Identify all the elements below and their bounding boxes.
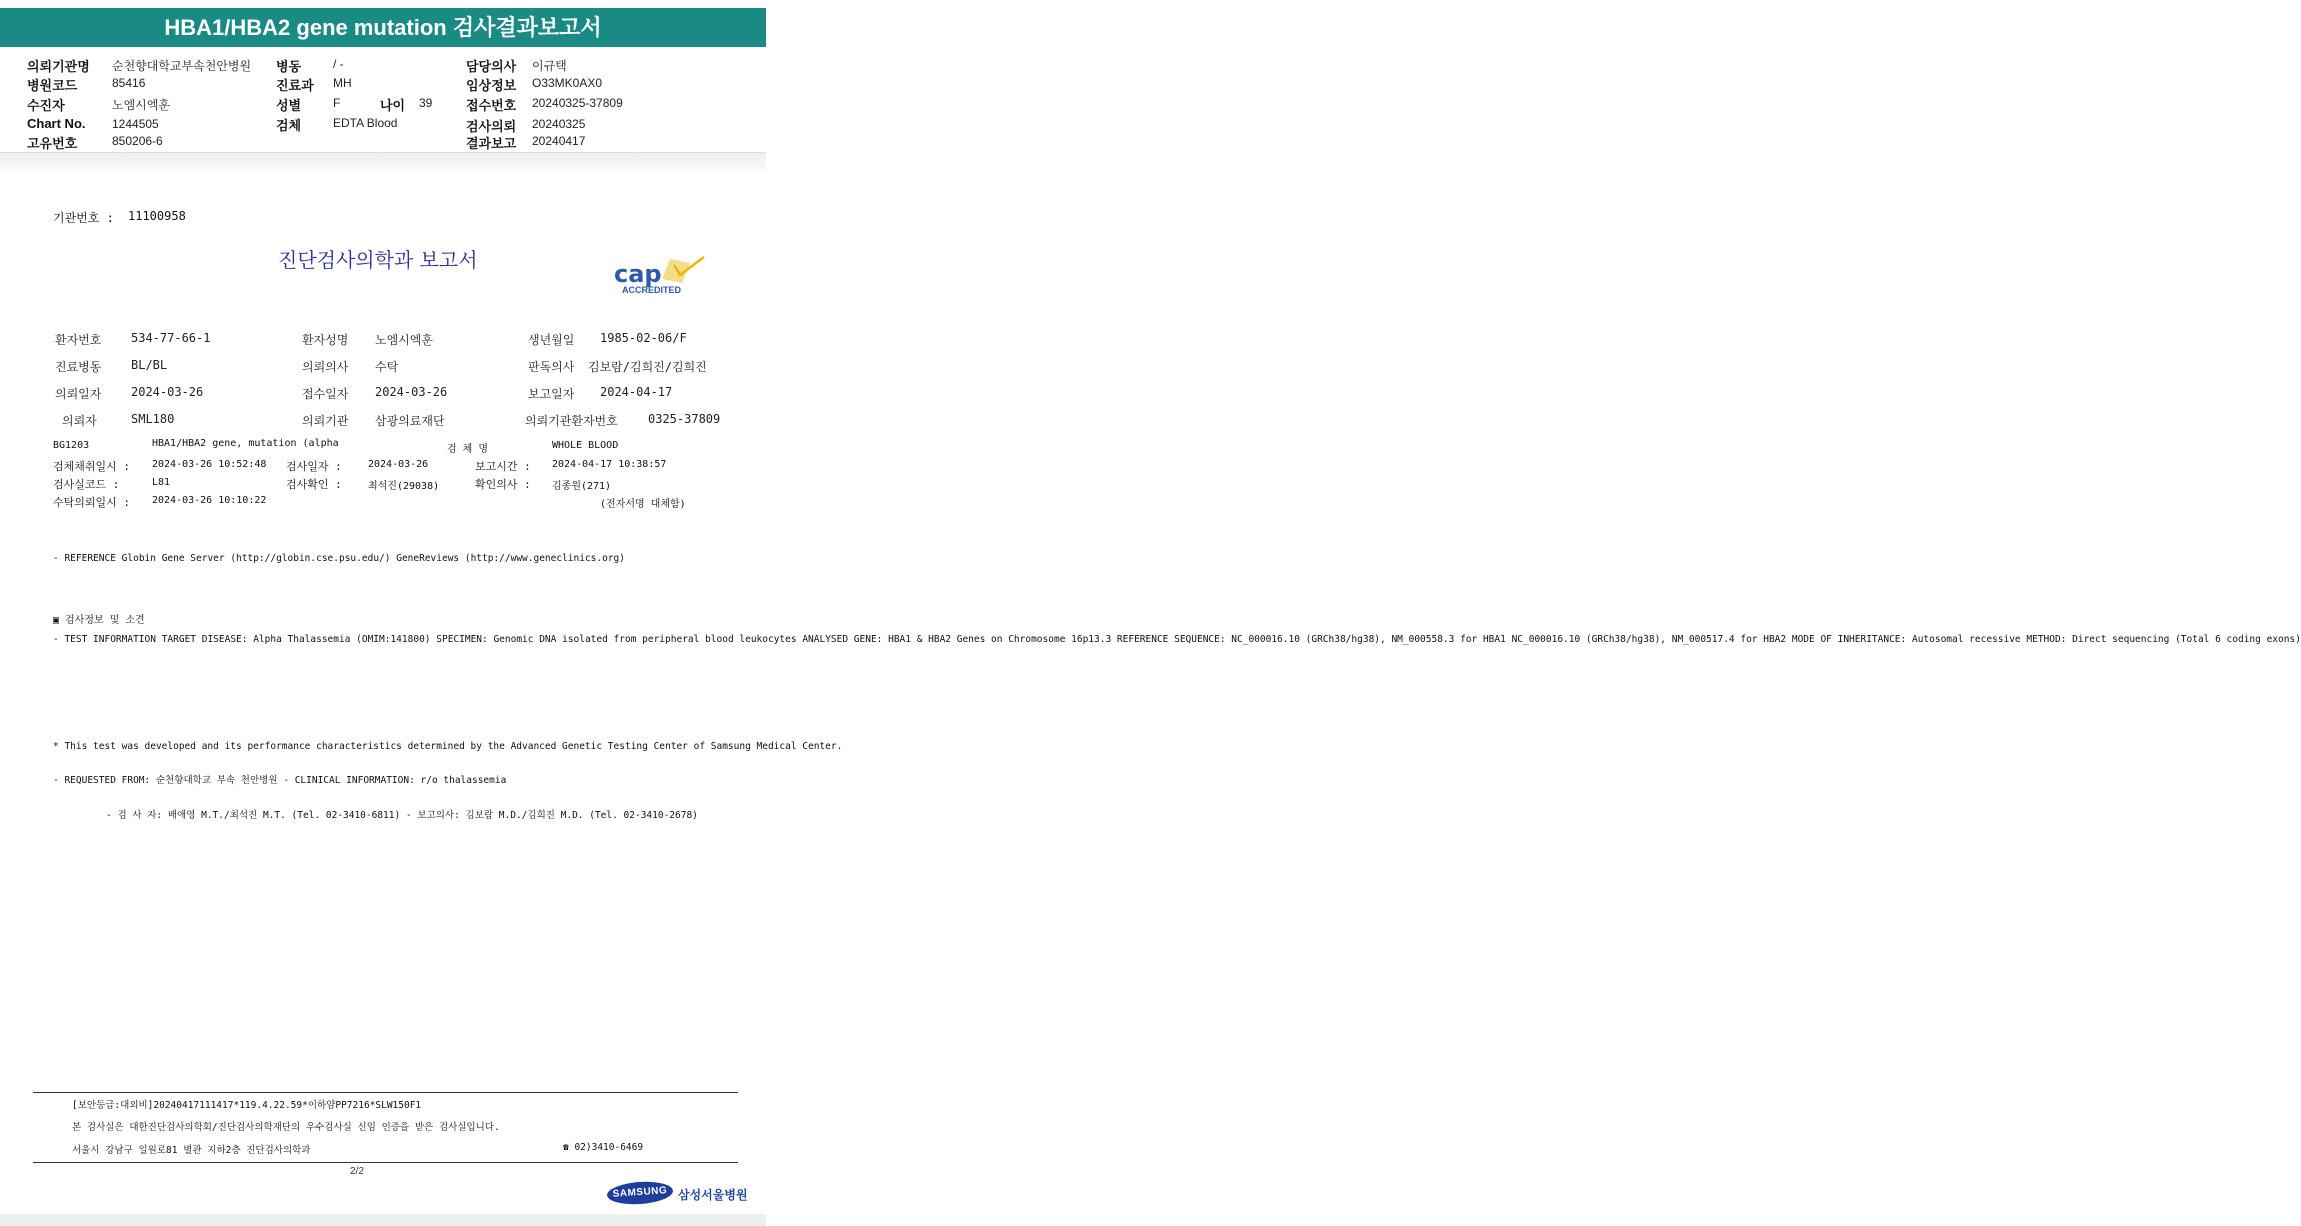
cap-accredited-text: ACCREDITED [622, 285, 682, 295]
cap-logo-text: cap [614, 260, 662, 288]
staff-line: - 검 사 자: 배애영 M.T./최석진 M.T. (Tel. 02-3410-6811) [106, 810, 401, 821]
patient-label: 환자번호 [55, 333, 102, 347]
header-label: 병원코드 [27, 78, 78, 93]
header-label: 접수번호 [466, 98, 517, 113]
header-value: 39 [419, 96, 433, 110]
footer-bottom-rule [33, 1162, 738, 1163]
reference-line: GeneReviews (http://www.geneclinics.org) [396, 553, 625, 564]
header-label: 담당의사 [466, 59, 517, 74]
patient-label: 의뢰의사 [302, 360, 349, 374]
lab-code-value: L81 [152, 477, 171, 488]
patient-value: 삼광의료재단 [375, 414, 445, 428]
footer-top-rule [33, 1092, 738, 1093]
header-value: EDTA Blood [333, 116, 398, 130]
test-info-line: METHOD: Direct sequencing (Total 6 coding exons) [2026, 634, 2301, 645]
hospital-name: 삼성서울병원 [678, 1188, 748, 1202]
confirm-doctor-label: 확인의사 : [475, 478, 531, 491]
test-info-line: - TEST INFORMATION [53, 634, 156, 645]
reference-line: Globin Gene Server (http://globin.cse.psu.edu/) [121, 553, 391, 564]
patient-value: 2024-03-26 [375, 385, 448, 399]
reference-block [53, 553, 625, 565]
confirm-label: 검사확인 : [286, 478, 342, 491]
cap-logo-icon [612, 255, 712, 297]
header-value: 이규택 [532, 59, 567, 73]
specimen-label: 검 체 명 [447, 444, 489, 455]
page-number: 2/2 [350, 1166, 364, 1177]
patient-label: 생년월일 [528, 333, 575, 347]
header-label: 검체 [276, 118, 302, 133]
patient-value: 534-77-66-1 [131, 331, 211, 345]
patient-value: 수탁 [375, 360, 399, 374]
cap-accredited-logo [612, 255, 712, 297]
section-title: ▣ 검사정보 및 소견 [53, 615, 145, 626]
reference-line: - REFERENCE [53, 553, 116, 564]
test-name: HBA1/HBA2 gene, mutation (alpha [152, 438, 339, 449]
patient-label: 진료병동 [55, 360, 102, 374]
note-line: * This test was developed and its performance characteristics determined by [53, 741, 482, 752]
test-info-block [53, 634, 2301, 646]
header-value: 20240417 [532, 134, 586, 148]
test-info-line: MODE OF INHERITANCE: Autosomal recessive [1791, 634, 2021, 645]
header-value: F [333, 96, 341, 110]
lab-phone: ☎ 02)3410-6469 [563, 1142, 644, 1153]
header-label: 나이 [380, 98, 406, 113]
note-line: the Advanced Genetic Testing Center of Samsung Medical Center. [487, 741, 843, 752]
page-bottom-band [0, 1214, 766, 1226]
patient-value: 2024-04-17 [600, 385, 673, 399]
header-label: Chart No. [27, 116, 86, 131]
test-date-value: 2024-03-26 [368, 459, 429, 470]
patient-label: 접수일자 [302, 387, 349, 401]
test-info-line: REFERENCE SEQUENCE: NC_000016.10 (GRCh38/hg38), NM_000558.3 for HBA1 [1116, 634, 1506, 645]
header-value: O33MK0AX0 [532, 76, 603, 90]
header-label: 병동 [276, 59, 302, 74]
header-value: 20240325 [532, 117, 586, 131]
patient-value: SML180 [131, 412, 175, 426]
test-info-line: TARGET DISEASE: Alpha Thalassemia (OMIM:141800) [161, 634, 431, 645]
patient-value: 김보람/김희진/김희진 [588, 360, 707, 374]
confirm-doctor-value: 김종원(271) [552, 481, 612, 492]
report-title: 진단검사의학과 보고서 [278, 248, 478, 272]
header-label: 진료과 [276, 78, 314, 93]
header-label: 성별 [276, 98, 302, 113]
header-value: / - [333, 57, 344, 71]
lab-code-label: 검사실코드 : [53, 478, 120, 491]
patient-label: 환자성명 [302, 333, 349, 347]
test-info-line: ANALYSED GENE: HBA1 & HBA2 Genes on Chromosome 16p13.3 [802, 634, 1112, 645]
collect-label: 검체채취일시 : [53, 460, 131, 473]
test-info-line: SPECIMEN: Genomic DNA isolated from peripheral blood leukocytes [436, 634, 797, 645]
test-info-line: NC_000016.10 (GRCh38/hg38), NM_000517.4 for HBA2 [1511, 634, 1787, 645]
patient-value: 0325-37809 [648, 412, 721, 426]
patient-label: 의뢰기관환자번호 [525, 414, 618, 428]
test-code: BG1203 [53, 440, 90, 451]
consign-value: 2024-03-26 10:10:22 [152, 495, 267, 506]
header-value: 850206-6 [112, 134, 163, 148]
samsung-logo-icon: SAMSUNG [606, 1180, 673, 1207]
header-value: 순천향대학교부속천안병원 [112, 59, 252, 73]
security-line: [보안등급:대외비]20240417111417*119.4.22.59*이하얌PP7216*SLW150F1 [72, 1100, 422, 1111]
header-label: 임상정보 [466, 78, 517, 93]
specimen-value: WHOLE BLOOD [552, 440, 619, 451]
header-value: 노엠시엑훈 [112, 98, 170, 112]
institution-number: 11100958 [128, 209, 186, 223]
report-time-label: 보고시간 : [475, 460, 531, 473]
header-separator [0, 152, 766, 171]
patient-value: 2024-03-26 [131, 385, 204, 399]
patient-value: 노엠시엑훈 [375, 333, 433, 347]
header-label: 수진자 [27, 98, 65, 113]
lab-address: 서울시 강남구 일원로81 별관 지하2층 진단검사의학과 [72, 1145, 311, 1156]
institution-number-label: 기관번호 : [53, 211, 114, 225]
patient-label: 의뢰자 [62, 414, 97, 428]
header-label: 검사의뢰 [466, 119, 517, 134]
staff-line: - 보고의사: 김보람 M.D./김희진 M.D. (Tel. 02-3410-2678) [405, 810, 698, 821]
patient-value: BL/BL [131, 358, 168, 372]
header-label: 결과보고 [466, 136, 517, 151]
request-line: - CLINICAL INFORMATION: r/o thalassemia [283, 775, 507, 786]
header-label: 의뢰기관명 [27, 59, 90, 74]
header-value: 1244505 [112, 117, 159, 131]
confirm-value: 최석진(29038) [368, 481, 440, 492]
header-value: 20240325-37809 [532, 96, 623, 110]
request-block [53, 775, 506, 787]
certification-note: 본 검사실은 대한진단검사의학회/진단검사의학재단의 우수검사실 신임 인증을 받은 검사실입니다. [72, 1122, 500, 1133]
test-date-label: 검사일자 : [286, 460, 342, 473]
patient-label: 판독의사 [528, 360, 575, 374]
patient-label: 의뢰일자 [55, 387, 102, 401]
patient-label: 보고일자 [528, 387, 575, 401]
header-value: MH [333, 76, 352, 90]
collect-value: 2024-03-26 10:52:48 [152, 459, 267, 470]
request-line: - REQUESTED FROM: 순천향대학교 부속 천안병원 [53, 775, 278, 786]
report-header-title: HBA1/HBA2 gene mutation 검사결과보고서 [0, 8, 766, 47]
esign-note: (전자서명 대체함) [600, 499, 686, 510]
patient-value: 1985-02-06/F [600, 331, 687, 345]
header-label: 고유번호 [27, 136, 78, 151]
consign-label: 수탁의뢰일시 : [53, 496, 131, 509]
staff-block [106, 810, 698, 822]
patient-label: 의뢰기관 [302, 414, 349, 428]
report-time-value: 2024-04-17 10:38:57 [552, 459, 667, 470]
header-value: 85416 [112, 76, 146, 90]
note-block [53, 741, 842, 753]
